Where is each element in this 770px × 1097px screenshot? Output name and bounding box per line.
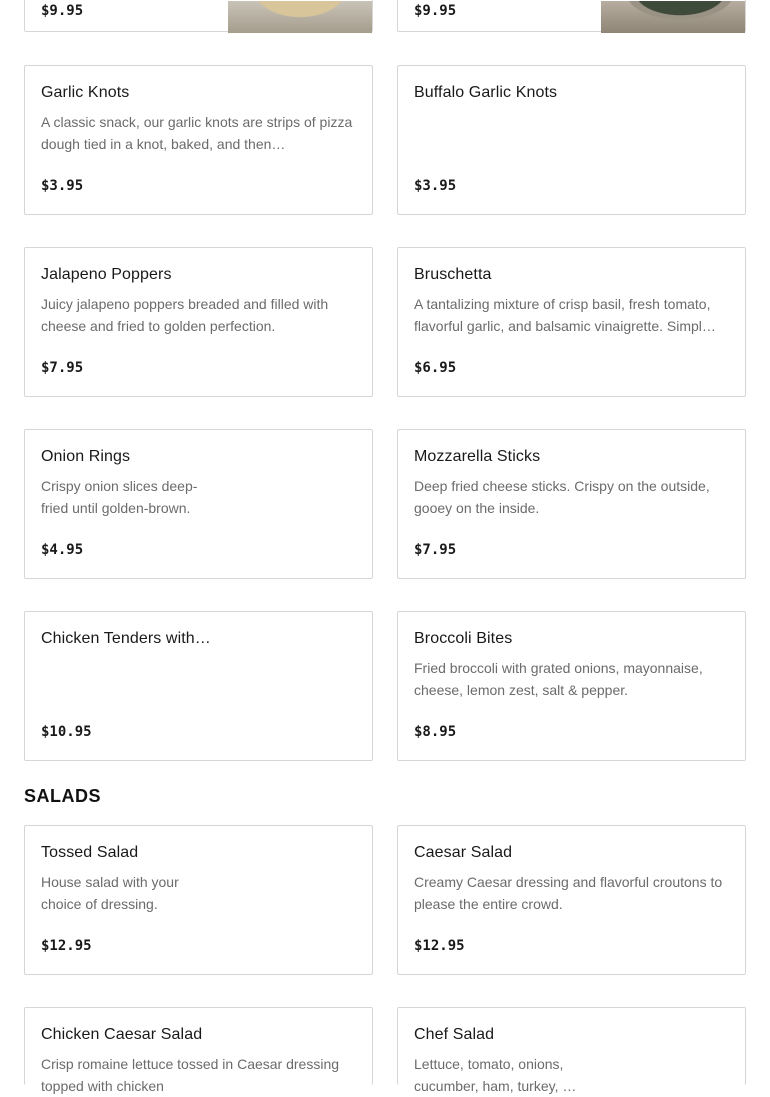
item-description: Juicy jalapeno poppers breaded and filled with cheese and fried to golden perfection. [41,296,329,334]
item-name: Broccoli Bites [414,630,513,647]
item-price: $12.95 [41,938,92,954]
item-name: Mozzarella Sticks [414,448,541,465]
item-description: A classic snack, our garlic knots are strips of pizza dough tied in a knot, baked, and then… [41,114,353,152]
menu-item-card[interactable] [397,429,746,579]
item-name: Tossed Salad [41,844,139,861]
item-photo [228,1,372,33]
item-description: A tantalizing mixture of crisp basil, fresh tomato, flavorful garlic, and balsamic vinaigrette. Simpl… [414,296,716,334]
menu-item-card[interactable] [24,0,373,32]
item-price: $10.95 [41,724,92,740]
menu-item-card[interactable] [24,247,373,397]
item-name: Garlic Knots [41,84,130,101]
item-name: Bruschetta [414,266,492,283]
item-name: Jalapeno Poppers [41,266,172,283]
item-price: $9.95 [414,3,457,19]
item-price: $8.95 [414,724,457,740]
menu-item-card[interactable] [24,429,373,579]
item-name: Buffalo Garlic Knots [414,84,558,101]
item-name: Onion Rings [41,448,131,465]
menu-item-card[interactable] [397,611,746,761]
item-photo [601,1,745,33]
item-description: Crisp romaine lettuce tossed in Caesar dressing topped with chicken [41,1056,340,1094]
menu-item-card[interactable] [397,65,746,215]
item-description: Deep fried cheese sticks. Crispy on the outside, gooey on the inside. [414,478,710,516]
item-description: House salad with your choice of dressing. [41,874,179,912]
menu-item-card[interactable] [397,247,746,397]
menu-item-card[interactable] [24,65,373,215]
item-price: $3.95 [414,178,457,194]
menu-item-card[interactable] [24,611,373,761]
menu-item-card[interactable] [397,825,746,975]
menu-item-card[interactable] [24,825,373,975]
item-price: $3.95 [41,178,84,194]
section-title-salads: SALADS [24,786,102,806]
item-description: Lettuce, tomato, onions, cucumber, ham, turkey, … [414,1056,577,1094]
item-name: Chicken Caesar Salad [41,1026,203,1043]
item-price: $7.95 [41,360,84,376]
item-price: $6.95 [414,360,457,376]
item-name: Chef Salad [414,1026,495,1043]
item-name: Caesar Salad [414,844,513,861]
item-description: Crispy onion slices deep-fried until golden-brown. [41,478,198,516]
item-price: $4.95 [41,542,84,558]
item-description: Fried broccoli with grated onions, mayonnaise, cheese, lemon zest, salt & pepper. [414,660,703,698]
menu-item-card[interactable] [397,1007,746,1094]
menu-item-card[interactable] [397,0,746,32]
item-price: $12.95 [414,938,465,954]
item-price: $9.95 [41,3,84,19]
item-name: Chicken Tenders with… [41,630,211,647]
menu-item-card[interactable] [24,1007,373,1094]
item-price: $7.95 [414,542,457,558]
item-description: Creamy Caesar dressing and flavorful croutons to please the entire crowd. [414,874,723,912]
